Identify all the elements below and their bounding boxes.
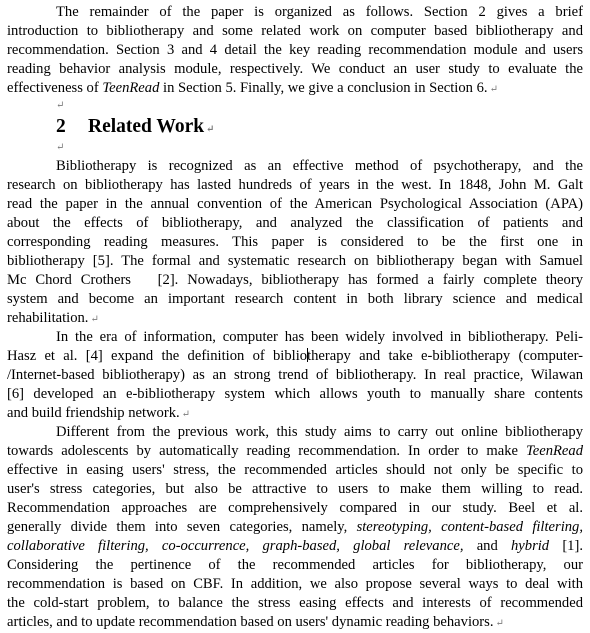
text-line: The remainder of the paper is organized as follows. Section 2 gives a brief [56, 4, 583, 20]
text-line: Considering the pertinence of the recommended articles for bibliotherapy, our [7, 557, 583, 573]
text-line: recommendation is based on CBF. In addition, we also propose several ways to deal with [7, 576, 583, 592]
section-title: Related Work [88, 116, 205, 137]
text-line: effectiveness of TeenRead in Section 5. Finally, we give a conclusion in Section 6. ↵ [7, 80, 498, 96]
paragraph-mark-icon: ↵ [56, 100, 65, 111]
text-line: effective in easing users' stress, the recommended articles should not only be specific to [7, 462, 583, 478]
emphasis: stereotyping, content-based filtering, [356, 519, 583, 535]
text-line: [6] developed an e-bibliotherapy system which allows youth to manually share contents [7, 386, 583, 402]
paragraph-mark-icon: ↵ [181, 409, 191, 420]
text-line: the cold-start problem, to balance the stress easing effects and interests of recommended [7, 595, 583, 611]
text-line: In the era of information, computer has been widely involved in bibliotherapy. Peli- [56, 329, 583, 345]
text-line: Hasz et al. [4] expand the definition of bibliotherapy and take e-bibliotherapy (computer- [7, 348, 584, 364]
text-line: about the effects of bibliotherapy, and analyzed the classification of patients and [7, 215, 583, 231]
paragraph-mark-icon: ↵ [90, 314, 99, 325]
emphasis: TeenRead [102, 80, 160, 96]
paragraph-mark-icon: ↵ [56, 142, 65, 153]
text-line: introduction to bibliotherapy and some related work on computer based bibliotherapy and [7, 23, 583, 39]
text-line: Recommendation approaches are comprehensively compared in our study. Beel et al. [7, 500, 583, 516]
emphasis: TeenRead [525, 443, 583, 459]
text-line: Mc Chord Crothers [2]. Nowadays, bibliotherapy has formed a fairly complete theory [7, 272, 583, 288]
text-line: and build friendship network. ↵ [7, 405, 191, 421]
paragraph-mark-icon: ↵ [495, 618, 504, 629]
paragraph-mark-icon: ↵ [489, 84, 498, 95]
paragraph-mark-icon: ↵ [206, 124, 215, 135]
text-line: research on bibliotherapy has lasted hundreds of years in the west. In 1848, John M. Galt [7, 177, 583, 193]
text-line: rehabilitation. ↵ [7, 310, 99, 326]
section-number: 2 [56, 116, 66, 137]
text-line: Bibliotherapy is recognized as an effective method of psychotherapy, and the [56, 158, 583, 174]
section-heading [56, 115, 215, 142]
text-line: recommendation. Section 3 and 4 detail the key reading recommendation module and users [7, 42, 583, 58]
text-line: system and become an important research content in both library science and medical [7, 291, 583, 307]
emphasis: collaborative filtering, co-occurrence, graph-based, global relevance, [7, 538, 464, 554]
text-line: generally divide them into seven categories, namely, stereotyping, content-based filtering, [7, 519, 583, 535]
text-line: user's stress categories, but also be attractive to users to make them willing to read. [7, 481, 583, 497]
emphasis: hybrid [511, 538, 550, 554]
text-line: reading behavior analysis module, respectively. We conduct an user study to evaluate the [7, 61, 583, 77]
text-line: /Internet-based bibliotherapy) as an strong trend of bibliotherapy. In real practice, Wilawan [7, 367, 583, 383]
text-line: bibliotherapy [5]. The formal and systematic research on bibliotherapy began with Samuel [7, 253, 583, 269]
text-line: collaborative filtering, co-occurrence, graph-based, global relevance, and hybrid [1]. [7, 538, 583, 554]
text-line: corresponding reading measures. This paper is considered to be the first one in [7, 234, 583, 250]
text-line: towards adolescents by automatically reading recommendation. In order to make TeenRead [7, 443, 583, 459]
text-line: read the paper in the annual convention of the American Psychological Association (APA) [7, 196, 583, 212]
text-line: articles, and to update recommendation based on users' dynamic reading behaviors. ↵ [7, 614, 504, 630]
text-line: Different from the previous work, this study aims to carry out online bibliotherapy [56, 424, 583, 440]
